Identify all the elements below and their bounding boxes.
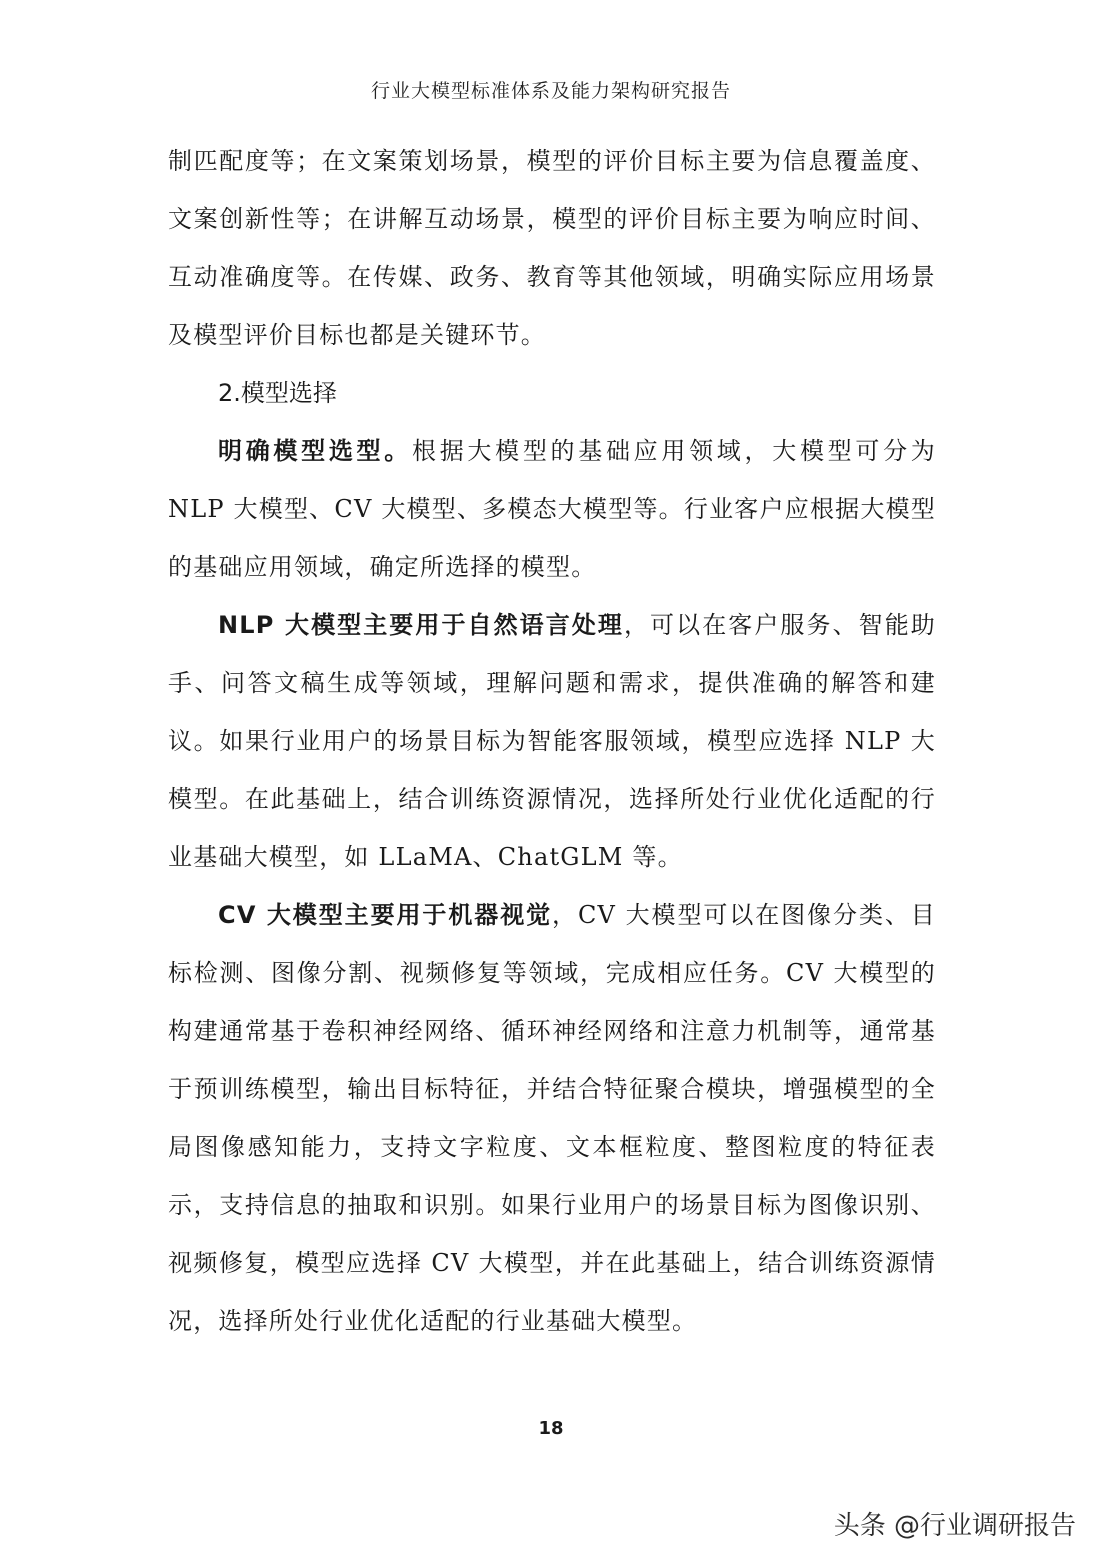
paragraph-nlp-model xyxy=(168,596,936,886)
paragraph-cv-model xyxy=(168,886,936,1350)
paragraph-lead-nlp-model: NLP 大模型主要用于自然语言处理 xyxy=(218,611,624,639)
running-header: 行业大模型标准体系及能力架构研究报告 xyxy=(370,80,731,102)
paragraph-body-cv-model: ，CV 大模型可以在图像分类、目标检测、图像分割、视频修复等领域，完成相应任务。CV 大模型的构建通常基于卷积神经网络、循环神经网络和注意力机制等，通常基于预训练模型，输出目标特征，并结合特征聚合模块，增强模型的全局图像感知能力，支持文字粒度、文本框粒度、整图粒度的特征表示，支持信息的抽取和识别。如果行业用户的场景目标为图像识别、视频修复，模型应选择 CV 大模型，并在此基础上，结合训练资源情况，选择所处行业优化适配的行业基础大模型。 xyxy=(168,901,936,1335)
section-heading-model-selection: 2.模型选择 xyxy=(218,379,337,407)
paragraph-lead-model-type: 明确模型选型。 xyxy=(218,437,412,465)
body-text xyxy=(168,132,936,1350)
paragraph-body-model-type: 根据大模型的基础应用领域，大模型可分为 NLP 大模型、CV 大模型、多模态大模型等。行业客户应根据大模型的基础应用领域，确定所选择的模型。 xyxy=(168,437,936,581)
watermark-logo: 头条 @行业调研报告 xyxy=(833,1511,1076,1541)
page-number: 18 xyxy=(538,1418,564,1439)
paragraph-evaluation-targets: 制匹配度等；在文案策划场景，模型的评价目标主要为信息覆盖度、文案创新性等；在讲解互动场景，模型的评价目标主要为响应时间、互动准确度等。在传媒、政务、教育等其他领域，明确实际应用场景及模型评价目标也都是关键环节。 xyxy=(168,147,936,349)
paragraph-model-type xyxy=(168,422,936,596)
paragraph-body-nlp-model: ，可以在客户服务、智能助手、问答文稿生成等领域，理解问题和需求，提供准确的解答和建议。如果行业用户的场景目标为智能客服领域，模型应选择 NLP 大模型。在此基础上，结合训练资源情况，选择所处行业优化适配的行业基础大模型，如 LLaMA、ChatGLM 等。 xyxy=(168,611,936,871)
paragraph-lead-cv-model: CV 大模型主要用于机器视觉 xyxy=(218,901,553,929)
